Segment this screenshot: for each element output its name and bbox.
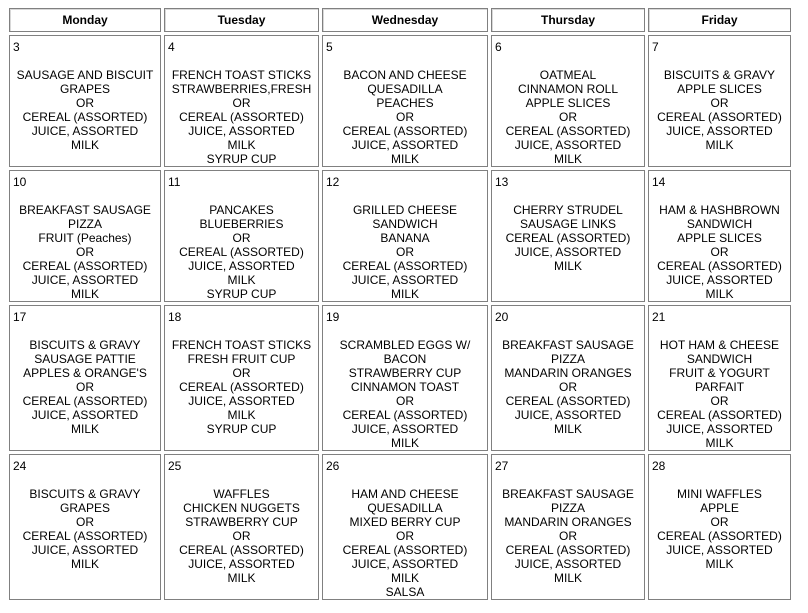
day-cell: [164, 35, 319, 167]
or-separator: OR: [710, 96, 729, 110]
menu-item: MILK: [705, 557, 734, 571]
day-number: 13: [495, 175, 509, 189]
menu-item: MILK: [70, 422, 99, 436]
menu-item: BISCUITS & GRAVY: [663, 68, 776, 82]
menu-item: MANDARIN ORANGES: [504, 366, 632, 380]
menu-item: JUICE, ASSORTED: [31, 273, 139, 287]
menu-item: SYRUP CUP: [206, 152, 277, 166]
day-cell: [491, 170, 645, 302]
menu-items: [10, 68, 160, 152]
menu-items: [323, 203, 487, 301]
menu-item: CEREAL (ASSORTED): [657, 110, 782, 124]
menu-item: CEREAL (ASSORTED): [342, 408, 468, 422]
calendar-body: [9, 35, 791, 600]
menu-item: JUICE, ASSORTED: [351, 138, 459, 152]
or-separator: OR: [559, 110, 577, 124]
or-separator: OR: [396, 529, 414, 543]
menu-item: MILK: [227, 408, 256, 422]
menu-item: STRAWBERRY CUP: [348, 366, 462, 380]
menu-item: CEREAL (ASSORTED): [657, 259, 782, 273]
or-separator: OR: [232, 231, 251, 245]
or-separator: OR: [559, 529, 577, 543]
day-cell: [322, 454, 488, 600]
day-number: 17: [13, 310, 27, 324]
menu-item: JUICE, ASSORTED: [666, 543, 773, 557]
menu-item: CINNAMON ROLL: [517, 82, 618, 96]
menu-item: JUICE, ASSORTED: [31, 408, 139, 422]
day-number: 4: [168, 40, 175, 54]
menu-item: JUICE, ASSORTED: [514, 408, 622, 422]
menu-items: [165, 68, 318, 166]
day-cell: [491, 305, 645, 451]
or-separator: OR: [710, 394, 729, 408]
menu-items: [323, 487, 487, 599]
menu-item: BREAKFAST SAUSAGE: [502, 487, 634, 501]
day-cell: [491, 35, 645, 167]
menu-items: [10, 203, 160, 301]
menu-item: MILK: [70, 138, 99, 152]
menu-item: JUICE, ASSORTED: [514, 557, 622, 571]
menu-item: MIXED BERRY CUP: [349, 515, 461, 529]
menu-item: SAUSAGE PATTIE: [34, 352, 136, 366]
menu-item: JUICE, ASSORTED: [351, 422, 459, 436]
menu-item: JUICE, ASSORTED: [188, 394, 295, 408]
menu-item: SANDWICH: [372, 217, 438, 231]
menu-item: MILK: [553, 422, 582, 436]
menu-item: JUICE, ASSORTED: [188, 259, 295, 273]
menu-item: MILK: [70, 557, 99, 571]
menu-items: [10, 487, 160, 571]
menu-items: [492, 203, 644, 273]
menu-item: CHERRY STRUDEL: [513, 203, 623, 217]
day-number: 7: [652, 40, 659, 54]
menu-item: FRUIT & YOGURT: [669, 366, 770, 380]
menu-item: SCRAMBLED EGGS W/: [339, 338, 471, 352]
menu-item: CEREAL (ASSORTED): [505, 231, 631, 245]
day-number: 5: [326, 40, 333, 54]
menu-item: MANDARIN ORANGES: [504, 515, 632, 529]
week-row: [9, 170, 791, 302]
menu-item: OATMEAL: [539, 68, 597, 82]
menu-item: WAFFLES: [213, 487, 270, 501]
menu-item: PARFAIT: [694, 380, 745, 394]
menu-item: HAM & HASHBROWN: [659, 203, 780, 217]
day-cell: [9, 170, 161, 302]
menu-item: MILK: [705, 138, 734, 152]
or-separator: OR: [76, 515, 94, 529]
menu-items: [649, 338, 790, 450]
day-number: 25: [168, 459, 182, 473]
menu-item: MILK: [553, 259, 582, 273]
menu-item: SALSA: [385, 585, 425, 599]
menu-item: QUESADILLA: [367, 82, 443, 96]
menu-item: JUICE, ASSORTED: [514, 245, 622, 259]
menu-item: JUICE, ASSORTED: [514, 138, 622, 152]
menu-item: SYRUP CUP: [206, 287, 277, 301]
menu-item: APPLE: [700, 501, 739, 515]
menu-item: CEREAL (ASSORTED): [179, 110, 304, 124]
menu-item: CEREAL (ASSORTED): [505, 124, 631, 138]
day-number: 10: [13, 175, 27, 189]
menu-item: CEREAL (ASSORTED): [22, 110, 148, 124]
or-separator: OR: [559, 380, 577, 394]
menu-item: STRAWBERRY CUP: [185, 515, 298, 529]
menu-item: JUICE, ASSORTED: [31, 124, 139, 138]
menu-item: JUICE, ASSORTED: [31, 543, 139, 557]
menu-item: PIZZA: [550, 501, 585, 515]
menu-item: PIZZA: [67, 217, 102, 231]
menu-item: BISCUITS & GRAVY: [29, 338, 141, 352]
day-cell: [322, 170, 488, 302]
menu-item: APPLE SLICES: [677, 231, 762, 245]
header-friday: Friday: [648, 8, 791, 32]
menu-item: SYRUP CUP: [206, 422, 277, 436]
or-separator: OR: [232, 529, 251, 543]
menu-item: BISCUITS & GRAVY: [29, 487, 141, 501]
menu-item: PIZZA: [550, 352, 585, 366]
day-cell: [9, 35, 161, 167]
menu-items: [492, 338, 644, 436]
menu-items: [492, 487, 644, 585]
menu-item: HOT HAM & CHEESE: [659, 338, 780, 352]
day-number: 27: [495, 459, 509, 473]
day-number: 20: [495, 310, 509, 324]
menu-items: [165, 203, 318, 301]
day-cell: [164, 454, 319, 600]
menu-item: JUICE, ASSORTED: [666, 422, 773, 436]
day-number: 26: [326, 459, 340, 473]
menu-item: HAM AND CHEESE: [351, 487, 459, 501]
menu-items: [649, 203, 790, 301]
menu-item: MILK: [227, 273, 256, 287]
day-number: 24: [13, 459, 27, 473]
menu-items: [323, 338, 487, 450]
menu-item: FRUIT (Peaches): [38, 231, 132, 245]
day-number: 28: [652, 459, 666, 473]
menu-item: JUICE, ASSORTED: [351, 273, 459, 287]
menu-item: CEREAL (ASSORTED): [22, 259, 148, 273]
menu-item: STRAWBERRIES,FRESH: [171, 82, 312, 96]
menu-item: MILK: [705, 436, 734, 450]
menu-item: CINNAMON TOAST: [350, 380, 460, 394]
week-row: [9, 35, 791, 167]
menu-item: MILK: [227, 138, 256, 152]
menu-item: MILK: [390, 287, 419, 301]
or-separator: OR: [232, 96, 251, 110]
or-separator: OR: [396, 394, 414, 408]
menu-items: [165, 338, 318, 436]
menu-item: CEREAL (ASSORTED): [342, 259, 468, 273]
menu-item: MILK: [390, 152, 419, 166]
menu-item: CEREAL (ASSORTED): [179, 543, 304, 557]
day-cell: [9, 454, 161, 600]
day-number: 18: [168, 310, 182, 324]
day-number: 14: [652, 175, 666, 189]
day-cell: [491, 454, 645, 600]
menu-item: FRESH FRUIT CUP: [187, 352, 296, 366]
menu-item: CHICKEN NUGGETS: [183, 501, 300, 515]
menu-items: [492, 68, 644, 166]
or-separator: OR: [76, 96, 94, 110]
or-separator: OR: [396, 245, 414, 259]
day-cell: [322, 305, 488, 451]
menu-item: SANDWICH: [686, 217, 753, 231]
menu-item: SAUSAGE LINKS: [519, 217, 617, 231]
menu-item: JUICE, ASSORTED: [351, 557, 459, 571]
menu-item: CEREAL (ASSORTED): [657, 529, 782, 543]
menu-item: MINI WAFFLES: [677, 487, 762, 501]
day-number: 6: [495, 40, 502, 54]
menu-item: GRAPES: [59, 501, 110, 515]
menu-items: [165, 487, 318, 585]
menu-items: [649, 68, 790, 152]
day-number: 11: [168, 175, 181, 189]
menu-item: BLUEBERRIES: [199, 217, 284, 231]
menu-item: BANANA: [380, 231, 430, 245]
or-separator: OR: [76, 245, 94, 259]
day-cell: [164, 305, 319, 451]
day-number: 21: [652, 310, 666, 324]
menu-item: JUICE, ASSORTED: [666, 273, 773, 287]
menu-item: MILK: [70, 287, 99, 301]
menu-item: CEREAL (ASSORTED): [505, 394, 631, 408]
header-thursday: Thursday: [491, 8, 645, 32]
menu-item: CEREAL (ASSORTED): [657, 408, 782, 422]
menu-item: CEREAL (ASSORTED): [179, 380, 304, 394]
day-number: 19: [326, 310, 340, 324]
menu-item: MILK: [553, 571, 582, 585]
menu-item: MILK: [390, 571, 419, 585]
menu-item: BREAKFAST SAUSAGE: [19, 203, 151, 217]
or-separator: OR: [396, 110, 414, 124]
menu-item: CEREAL (ASSORTED): [22, 394, 148, 408]
menu-items: [649, 487, 790, 571]
menu-item: APPLES & ORANGE'S: [23, 366, 147, 380]
menu-item: JUICE, ASSORTED: [666, 124, 773, 138]
week-row: [9, 305, 791, 451]
weekday-header-row: [9, 8, 791, 32]
day-cell: [648, 305, 791, 451]
day-number: 3: [13, 40, 20, 54]
day-cell: [322, 35, 488, 167]
menu-item: SANDWICH: [686, 352, 753, 366]
header-tuesday: Tuesday: [164, 8, 319, 32]
menu-item: BACON AND CHEESE: [343, 68, 467, 82]
day-cell: [648, 35, 791, 167]
day-cell: [164, 170, 319, 302]
menu-items: [10, 338, 160, 436]
menu-item: FRENCH TOAST STICKS: [171, 338, 312, 352]
menu-item: PANCAKES: [209, 203, 274, 217]
menu-item: MILK: [227, 571, 256, 585]
header-wednesday: Wednesday: [322, 8, 488, 32]
or-separator: OR: [232, 366, 251, 380]
day-cell: [9, 305, 161, 451]
menu-item: CEREAL (ASSORTED): [342, 124, 468, 138]
menu-item: SAUSAGE AND BISCUIT: [16, 68, 154, 82]
day-number: 12: [326, 175, 340, 189]
day-cell: [648, 454, 791, 600]
menu-item: JUICE, ASSORTED: [188, 557, 295, 571]
or-separator: OR: [76, 380, 94, 394]
menu-item: CEREAL (ASSORTED): [505, 543, 631, 557]
menu-item: MILK: [705, 287, 734, 301]
week-row: [9, 454, 791, 600]
menu-item: FRENCH TOAST STICKS: [171, 68, 312, 82]
menu-item: BACON: [383, 352, 427, 366]
menu-item: CEREAL (ASSORTED): [342, 543, 468, 557]
or-separator: OR: [710, 245, 729, 259]
menu-item: CEREAL (ASSORTED): [179, 245, 304, 259]
day-cell: [648, 170, 791, 302]
menu-item: GRILLED CHEESE: [352, 203, 458, 217]
menu-items: [323, 68, 487, 166]
menu-item: APPLE SLICES: [525, 96, 611, 110]
menu-item: APPLE SLICES: [677, 82, 762, 96]
menu-item: CEREAL (ASSORTED): [22, 529, 148, 543]
menu-item: JUICE, ASSORTED: [188, 124, 295, 138]
menu-item: MILK: [553, 152, 582, 166]
menu-item: QUESADILLA: [367, 501, 443, 515]
breakfast-menu-calendar: [6, 5, 794, 603]
or-separator: OR: [710, 515, 729, 529]
menu-item: BREAKFAST SAUSAGE: [502, 338, 634, 352]
menu-item: MILK: [390, 436, 419, 450]
menu-item: GRAPES: [59, 82, 110, 96]
header-monday: Monday: [9, 8, 161, 32]
menu-item: PEACHES: [376, 96, 434, 110]
